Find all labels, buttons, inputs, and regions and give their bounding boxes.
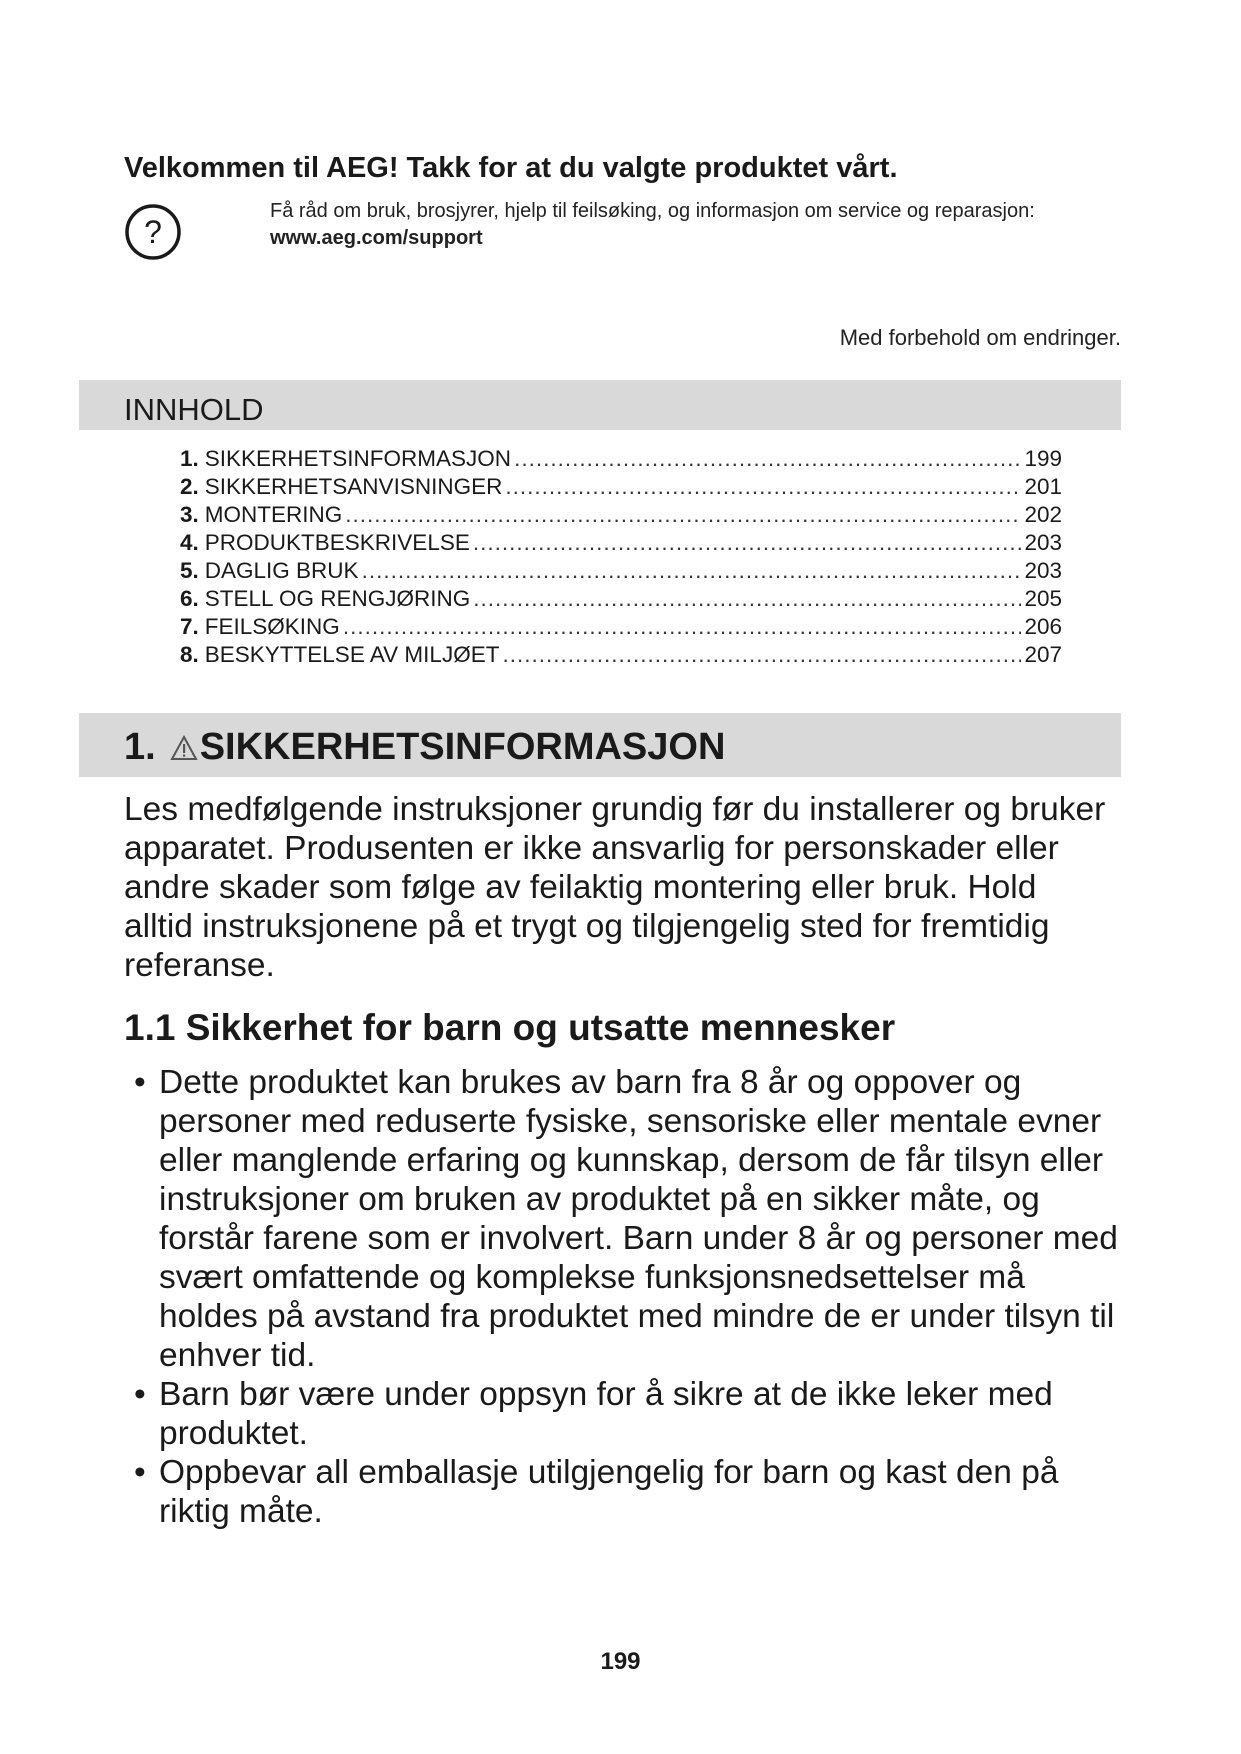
toc-item-number: 5. xyxy=(180,558,199,583)
toc-leader-dots xyxy=(345,501,1021,529)
toc-item-label: PRODUKTBESKRIVELSE xyxy=(204,530,470,555)
toc-item-number: 2. xyxy=(180,474,199,499)
disclaimer: Med forbehold om endringer. xyxy=(839,325,1121,350)
toc-item-page: 199 xyxy=(1024,446,1062,471)
toc-item-page: 203 xyxy=(1024,558,1062,583)
toc-item[interactable] xyxy=(180,613,1062,641)
toc-item-number: 6. xyxy=(180,586,199,611)
page-number: 199 xyxy=(600,1648,641,1675)
toc-item[interactable] xyxy=(180,557,1062,585)
toc-item-label: DAGLIG BRUK xyxy=(204,558,359,583)
toc-item-number: 7. xyxy=(180,614,199,639)
toc-item-label: FEILSØKING xyxy=(204,614,340,639)
toc-leader-dots xyxy=(343,613,1022,641)
toc-item-number: 4. xyxy=(180,530,199,555)
list-item: • Barn bør være under oppsyn for å sikre at de ikke leker med produktet. xyxy=(124,1375,1124,1453)
toc-leader-dots xyxy=(505,473,1021,501)
section-intro: Les medfølgende instruksjoner grundig før du installerer og bruker apparatet. Produsenten er ikke ansvarlig for personskader eller andre skader som følge av feilaktig montering eller bruk. Hold alltid instruksjonene på et trygt og tilgjengelig sted for fremtidig referanse. xyxy=(124,791,1106,984)
warning-triangle-icon xyxy=(170,735,198,761)
help-text: Få råd om bruk, brosjyrer, hjelp til feilsøking, og informasjon om service og reparasjon: xyxy=(270,200,1035,222)
safety-bullet-list xyxy=(124,1063,1124,1531)
toc-item[interactable] xyxy=(180,529,1062,557)
toc-item-label: STELL OG RENGJØRING xyxy=(204,586,471,611)
welcome-title: Velkommen til AEG! Takk for at du valgte produktet vårt. xyxy=(124,152,898,184)
toc-item-number: 1. xyxy=(180,446,199,471)
toc-item[interactable] xyxy=(180,473,1062,501)
support-link[interactable]: www.aeg.com/support xyxy=(270,227,483,249)
toc-leader-dots xyxy=(502,641,1021,669)
toc-item[interactable] xyxy=(180,585,1062,613)
help-text-block xyxy=(270,198,1090,252)
svg-text:?: ? xyxy=(144,214,162,250)
toc-item-page: 202 xyxy=(1024,502,1062,527)
section-number: 1. xyxy=(124,726,156,768)
toc-item-label: BESKYTTELSE AV MILJØET xyxy=(204,642,500,667)
toc-item-number: 8. xyxy=(180,642,199,667)
toc-item-page: 206 xyxy=(1024,614,1062,639)
subsection-heading: 1.1 Sikkerhet for barn og utsatte mennesker xyxy=(124,1007,896,1048)
toc-item[interactable] xyxy=(180,501,1062,529)
toc-item-label: SIKKERHETSANVISNINGER xyxy=(204,474,503,499)
toc-item[interactable] xyxy=(180,445,1062,473)
section-heading xyxy=(124,726,725,769)
toc-item-number: 3. xyxy=(180,502,199,527)
toc-leader-dots xyxy=(473,529,1022,557)
toc-item-page: 203 xyxy=(1024,530,1062,555)
section-title: SIKKERHETSINFORMASJON xyxy=(199,726,726,768)
toc-leader-dots xyxy=(473,585,1021,613)
toc-item-page: 207 xyxy=(1024,642,1062,667)
toc-leader-dots xyxy=(514,445,1021,473)
toc-heading: INNHOLD xyxy=(124,392,264,427)
table-of-contents xyxy=(180,445,1062,669)
question-circle-icon xyxy=(124,203,182,261)
toc-item-page: 205 xyxy=(1024,586,1062,611)
toc-item-label: MONTERING xyxy=(204,502,343,527)
list-item: • Oppbevar all emballasje utilgjengelig for barn og kast den på riktig måte. xyxy=(124,1453,1124,1531)
list-item: • Dette produktet kan brukes av barn fra 8 år og oppover og personer med reduserte fysiske, sensoriske eller mentale evner eller manglende erfaring og kunnskap, dersom de får tilsyn eller instruksjoner om bruken av produktet på en sikker måte, og forstår farene som er involvert. Barn under 8 år og personer med svært omfattende og komplekse funksjonsnedsettelser må holdes på avstand fra produktet med mindre de er under tilsyn til enhver tid. xyxy=(124,1063,1124,1375)
toc-leader-dots xyxy=(362,557,1022,585)
toc-item-page: 201 xyxy=(1024,474,1062,499)
toc-item[interactable] xyxy=(180,641,1062,669)
toc-item-label: SIKKERHETSINFORMASJON xyxy=(204,446,512,471)
